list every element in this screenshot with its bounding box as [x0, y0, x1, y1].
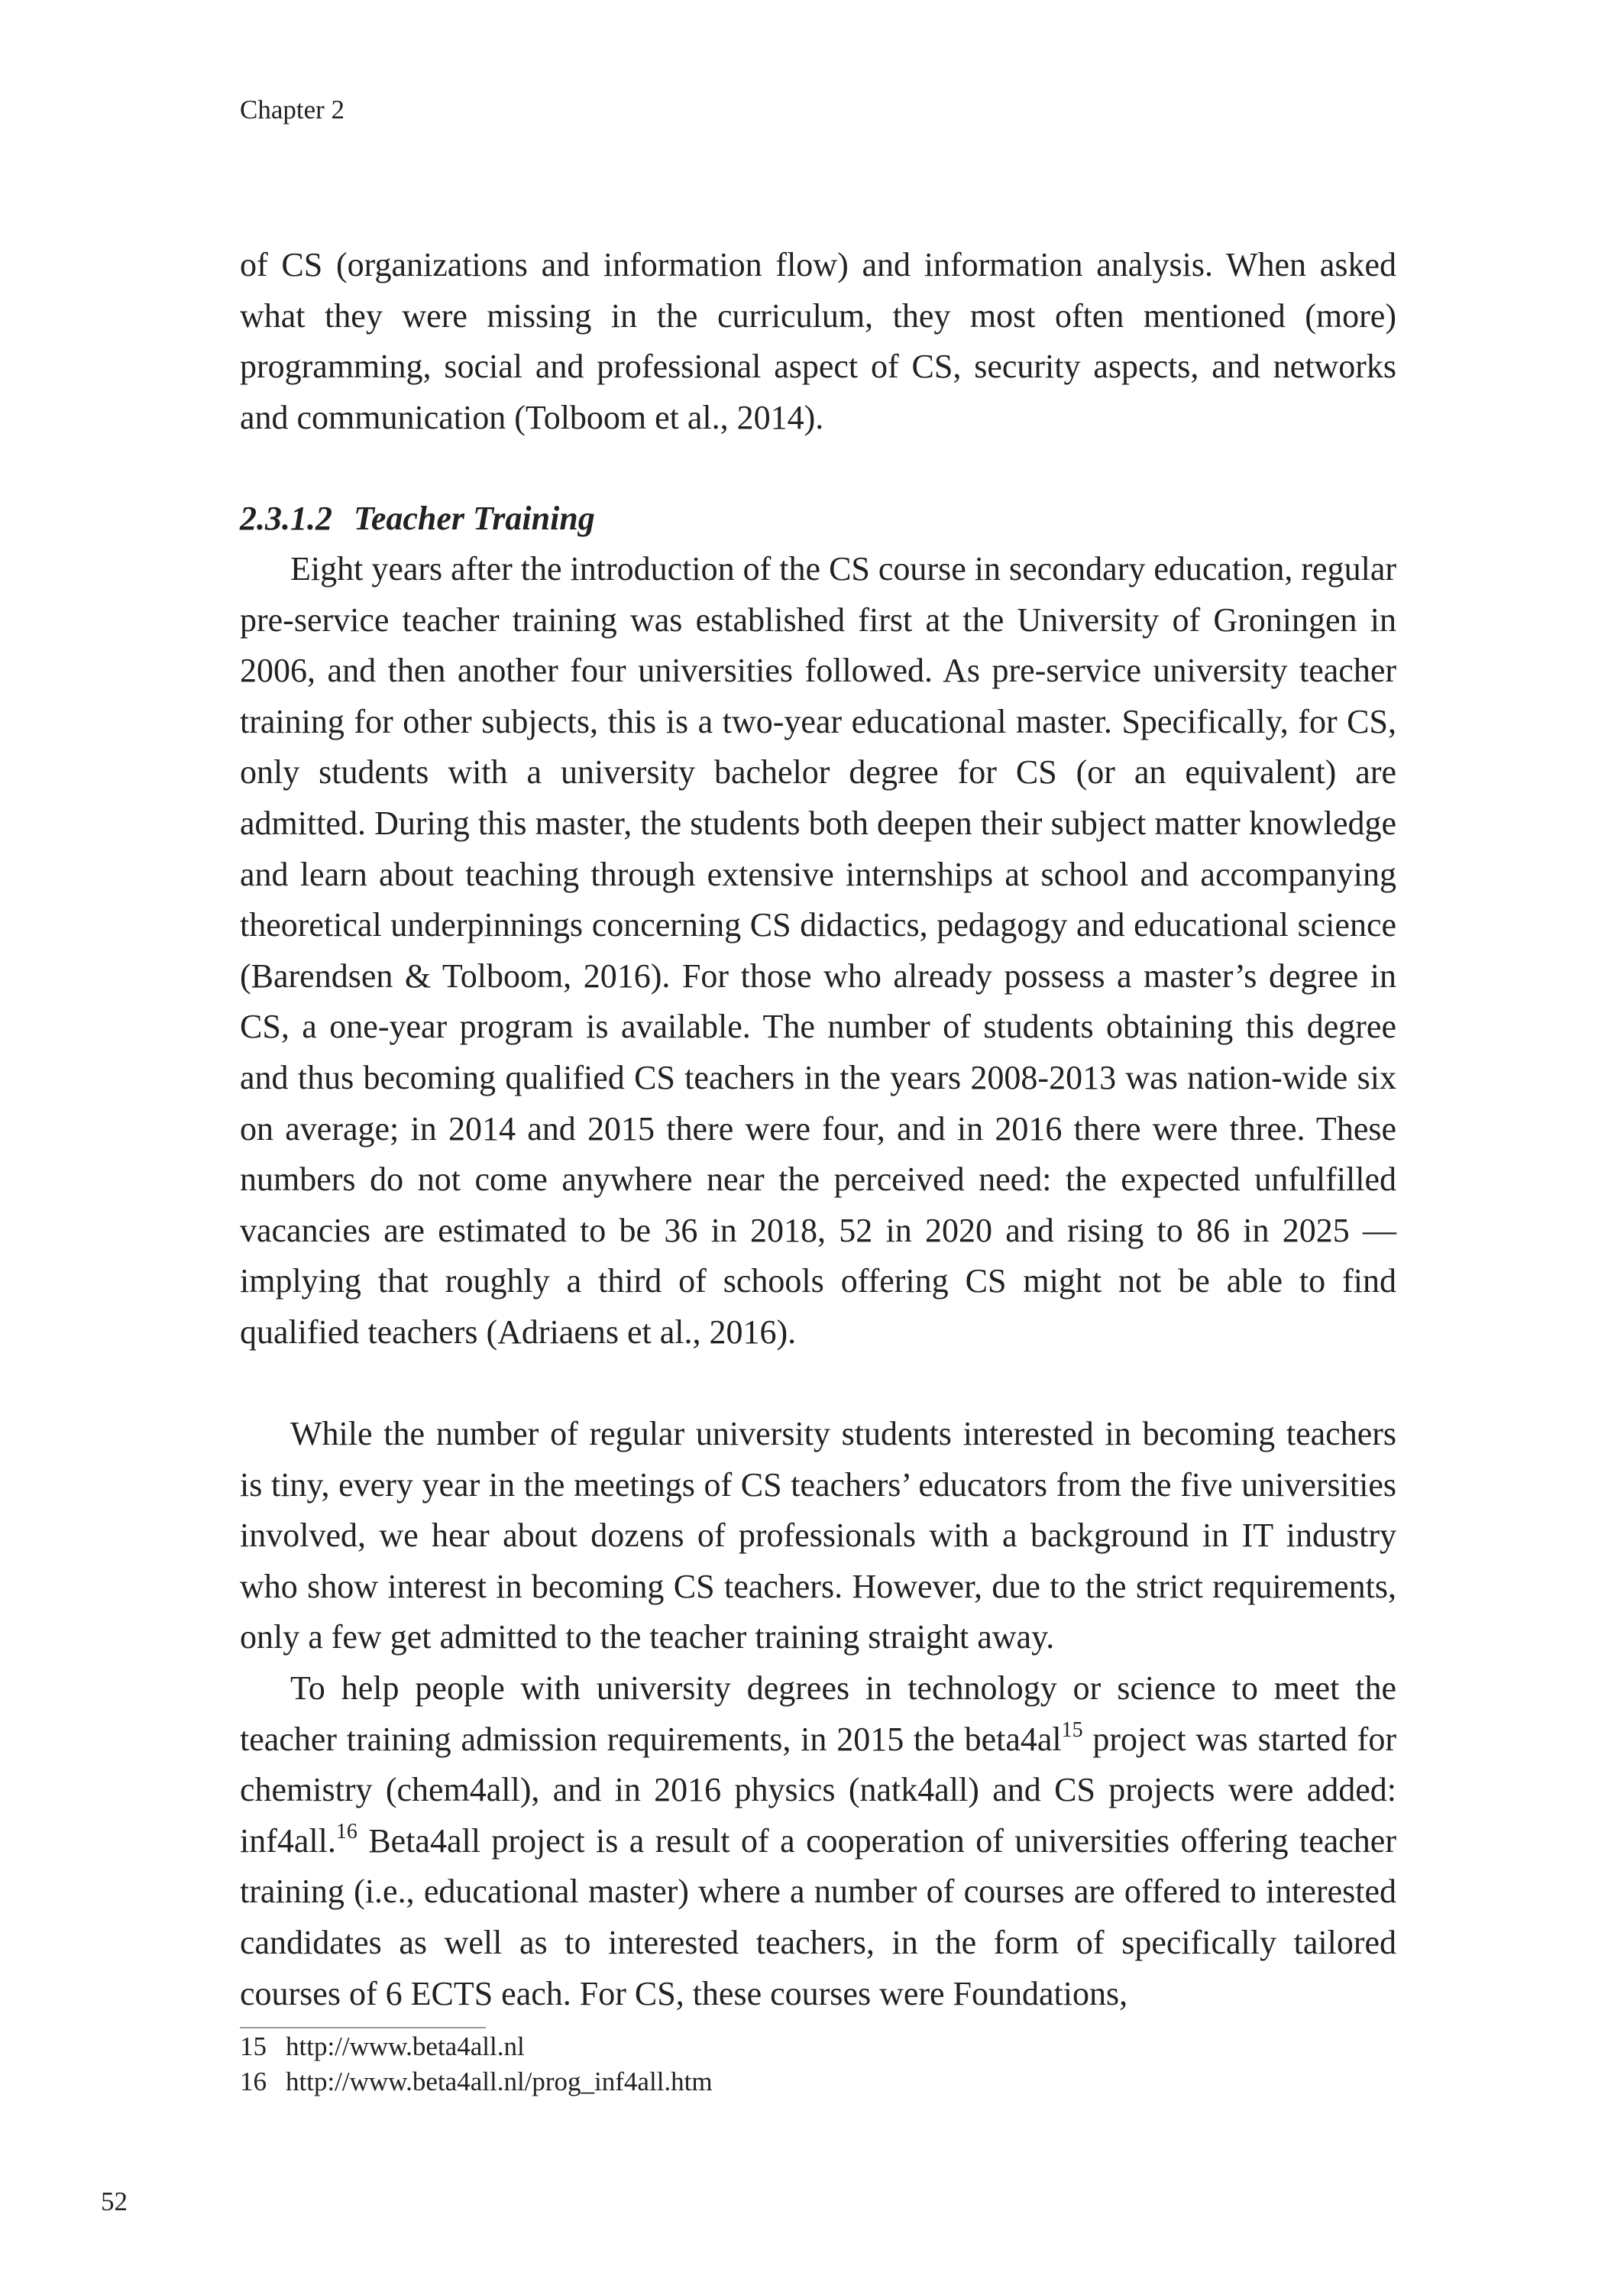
footnote-16 [240, 2065, 713, 2099]
paragraph-beta4all-part3: Beta4all project is a result of a cooperation of universities offering teacher training (i.e., educational master) where a number of courses are offered to interested candidates as well as to interested teachers, in the form of specifically tailored courses of 6 ECTS each. For CS, these courses were Foundations, [240, 1821, 1396, 2012]
paragraph-beta4all [240, 1663, 1396, 2019]
page-number: 52 [101, 2187, 128, 2216]
section-number: 2.3.1.2 [240, 500, 332, 537]
footnote-ref-15[interactable]: 15 [1061, 1717, 1083, 1742]
paragraph-continuation: of CS (organizations and information flow) and information analysis. When asked what they were missing in the curriculum, they most often mentioned (more) programming, social and professional aspect of CS, security aspects, and networks and communication (Tolboom et al., 2014). [240, 246, 1396, 436]
paragraph-beta4all-part1: To help people with university degrees in technology or science to meet the teacher training admission requirements, in 2015 the beta4al [240, 1669, 1396, 1758]
paragraph-teacher-training: Eight years after the introduction of the CS course in secondary education, regular pre-service teacher training was established first at the University of Groningen in 2006, and then another four universities followed. As pre-service university teacher training for other subjects, this is a two-year educational master. Specifically, for CS, only students with a university bachelor degree for CS (or an equivalent) are admitted. During this master, the students both deepen their subject matter knowledge and learn about teaching through extensive internships at school and accompanying theoretical underpinnings concerning CS didactics, pedagogy and educational science (Barendsen & Tolboom, 2016). For those who already possess a master’s degree in CS, a one-year program is available. The number of students obtaining this degree and thus becoming qualified CS teachers in the years 2008-2013 was nation-wide six on average; in 2014 and 2015 there were four, and in 2016 there were three. These numbers do not come anywhere near the perceived need: the expected unfulfilled vacancies are estimated to be 36 in 2018, 52 in 2020 and rising to 86 in 2025 — implying that roughly a third of schools offering CS might not be able to find qualified teachers (Adriaens et al., 2016). [240, 550, 1396, 1351]
footnote-15 [240, 2030, 525, 2064]
running-header: Chapter 2 [240, 95, 345, 125]
footnote-number: 16 [240, 2067, 267, 2096]
paragraph-beta4all-part2: project was started for chemistry (chem4all), and in 2016 physics (natk4all) and CS projects were added: inf4all. [240, 1720, 1396, 1860]
footnote-divider [240, 2027, 486, 2028]
section-title: Teacher Training [354, 500, 595, 537]
footnote-link[interactable]: http://www.beta4all.nl/prog_inf4all.htm [286, 2067, 713, 2096]
footnote-number: 15 [240, 2031, 267, 2061]
footnote-ref-16[interactable]: 16 [335, 1819, 357, 1844]
paragraph-professionals: While the number of regular university students interested in becoming teachers is tiny, every year in the meetings of CS teachers’ educators from the five universities involved, we hear about dozens of professionals with a background in IT industry who show interest in becoming CS teachers. However, due to the strict requirements, only a few get admitted to the teacher training straight away. [240, 1415, 1396, 1656]
section-heading [240, 494, 595, 544]
footnote-link[interactable]: http://www.beta4all.nl [286, 2031, 525, 2061]
